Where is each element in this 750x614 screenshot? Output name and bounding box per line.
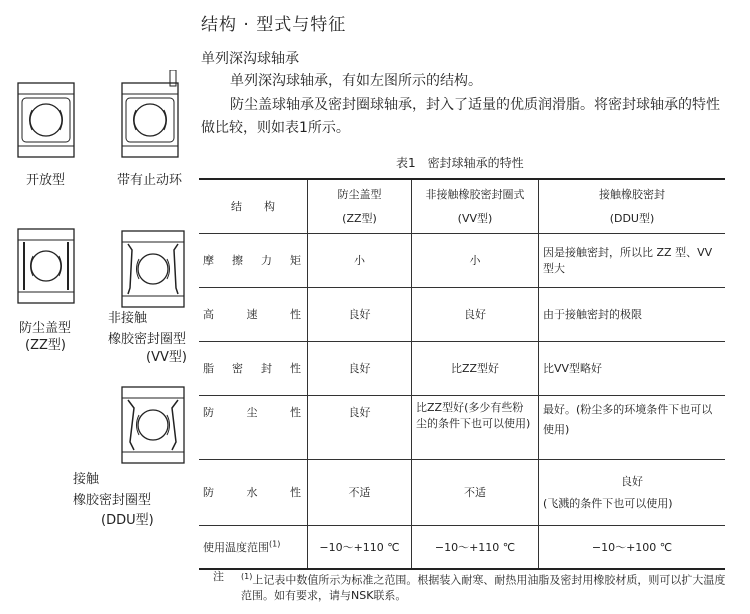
header-zz — [308, 179, 412, 233]
header-ddu — [539, 179, 726, 233]
table-row — [199, 525, 725, 569]
open-type-label: 开放型 — [26, 173, 66, 188]
row-label: 脂密封性 — [199, 341, 308, 395]
cell-ddu — [539, 459, 726, 525]
footnote-mark: 注 — [213, 570, 224, 583]
ddu-type-label-line2: 橡胶密封圈型 — [73, 493, 152, 508]
cell-zz: 小 — [308, 233, 412, 287]
footnote-text: 上记表中数值所示为标准之范围。根据装入耐寒、耐热用油脂及密封用橡胶材质，则可以扩大温度范围。如有要求，请与NSK联系。 — [241, 573, 726, 602]
cell-zz: 不适 — [308, 459, 412, 525]
header-ddu-code: (DDU型) — [609, 212, 655, 226]
cell-ddu-note: (飞溅的条件下也可以使用) — [543, 497, 673, 510]
intro-paragraph-1: 单列深沟球轴承，有如左图所示的结构。 — [230, 73, 482, 89]
ddu-type-code: (DDU型) — [101, 513, 154, 528]
row-label: 防尘性 — [199, 395, 308, 459]
table-caption: 表1 密封球轴承的特性 — [396, 156, 524, 170]
row-label: 高速性 — [199, 287, 308, 341]
footnote-body — [241, 569, 733, 603]
seal-characteristics-table — [199, 178, 725, 570]
table-row — [199, 287, 725, 341]
zz-type-label: 防尘盖型 — [19, 321, 72, 336]
vv-type-label-line2: 橡胶密封圈型 — [108, 332, 187, 347]
header-structure: 结 构 — [199, 179, 308, 233]
cell-vv: 比ZZ型好(多少有些粉尘的条件下也可以使用) — [412, 395, 539, 459]
snap-ring-bearing-figure — [121, 70, 183, 160]
table-row — [199, 459, 725, 525]
footnote-sup: (1) — [241, 572, 253, 581]
header-zz-code: (ZZ型) — [342, 212, 377, 226]
cell-zz: −10～+110 ℃ — [308, 525, 412, 569]
cell-ddu: 最好。(粉尘多的环境条件下也可以使用) — [539, 395, 726, 459]
cell-vv: 良好 — [412, 287, 539, 341]
cell-zz: 良好 — [308, 341, 412, 395]
zz-bearing-figure — [17, 228, 75, 304]
cell-ddu-main: 良好 — [621, 475, 643, 488]
row-label: 使用温度范围 — [203, 540, 269, 554]
row-label: 摩擦力矩 — [199, 233, 308, 287]
header-vv-code: (VV型) — [457, 212, 493, 226]
header-zz-name: 防尘盖型 — [337, 188, 382, 202]
vv-bearing-figure — [118, 230, 188, 308]
zz-type-code: (ZZ型) — [25, 338, 66, 353]
vv-type-code: (VV型) — [146, 350, 187, 365]
section-subtitle: 单列深沟球轴承 — [201, 51, 299, 67]
row-label: 防水性 — [199, 459, 308, 525]
cell-ddu: 比VV型略好 — [539, 341, 726, 395]
header-vv — [412, 179, 539, 233]
intro-paragraph-2: 防尘盖球轴承及密封圈球轴承，封入了适量的优质润滑脂。将密封球轴承的特性做比较，则如表1所示。 — [201, 97, 720, 136]
page-title: 结构 · 型式与特征 — [201, 15, 347, 35]
footnote — [213, 569, 733, 603]
header-vv-name: 非接触橡胶密封圈式 — [425, 188, 525, 202]
table-row — [199, 395, 725, 459]
row-label-temperature — [199, 525, 308, 569]
snap-ring-label: 带有止动环 — [117, 173, 183, 188]
footnote-ref: (1) — [269, 539, 281, 549]
cell-vv: −10～+110 ℃ — [412, 525, 539, 569]
table-row — [199, 233, 725, 287]
cell-ddu: 因是接触密封，所以比 ZZ 型、VV 型大 — [539, 233, 726, 287]
ddu-type-label-line1: 接触 — [73, 472, 100, 487]
table-header-row — [199, 179, 725, 233]
open-bearing-figure — [17, 82, 75, 158]
header-ddu-name: 接触橡胶密封 — [599, 188, 665, 202]
ddu-bearing-figure — [118, 386, 188, 464]
cell-zz: 良好 — [308, 287, 412, 341]
cell-vv: 小 — [412, 233, 539, 287]
cell-ddu: 由于接触密封的极限 — [539, 287, 726, 341]
cell-vv: 不适 — [412, 459, 539, 525]
vv-type-label-line1: 非接触 — [108, 311, 148, 326]
table-row — [199, 341, 725, 395]
cell-ddu: −10～+100 ℃ — [539, 525, 726, 569]
cell-zz: 良好 — [308, 395, 412, 459]
cell-vv: 比ZZ型好 — [412, 341, 539, 395]
